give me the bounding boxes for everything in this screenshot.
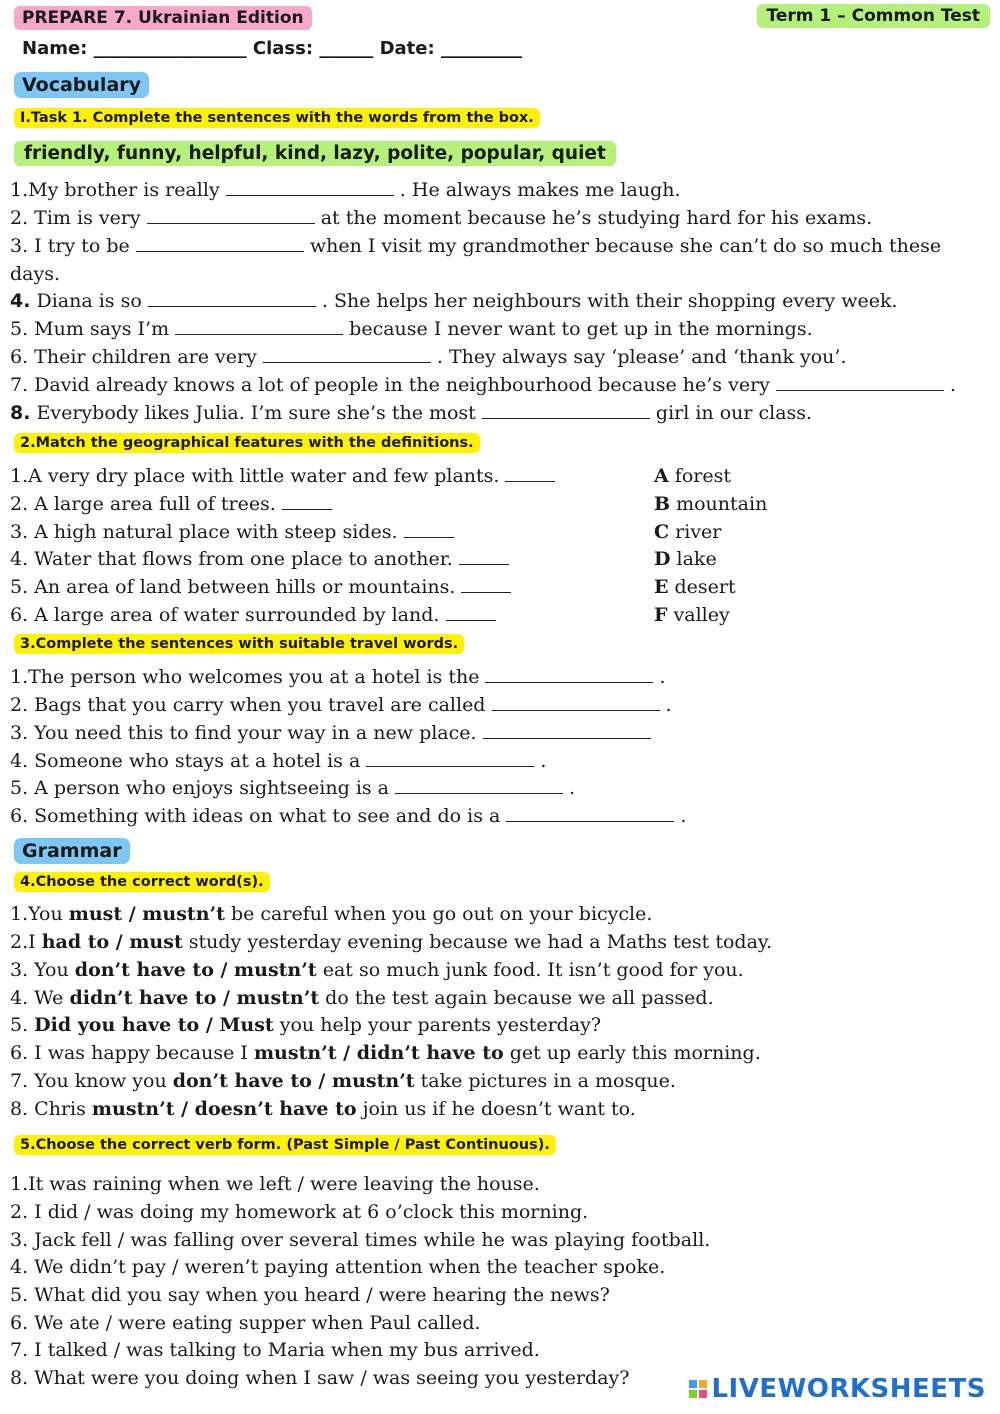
task1-item: 7. David already knows a lot of people in the neighbourhood because he’s very . [10, 374, 957, 396]
task5-title: 5.Choose the correct verb form. (Past Simple / Past Continuous). [14, 1135, 556, 1155]
definition-item: 4. Water that flows from one place to another. [10, 546, 509, 572]
option-item: C river [654, 521, 722, 543]
answer-blank[interactable] [776, 372, 944, 391]
task5-item[interactable]: 3. Jack fell / was falling over several times while he was playing football. [10, 1229, 711, 1251]
task4-item[interactable]: 1.You must / mustn’t be careful when you go out on your bicycle. [10, 903, 653, 925]
logo-text: LIVEWORKSHEETS [711, 1374, 986, 1404]
definition-item: 2. A large area full of trees. [10, 491, 332, 517]
vocabulary-heading: Vocabulary [14, 72, 149, 98]
definition-item: 6. A large area of water surrounded by land. [10, 602, 496, 628]
task1-item-cont: days. [10, 263, 61, 285]
task3-title: 3.Complete the sentences with suitable travel words. [14, 634, 464, 654]
answer-blank[interactable] [404, 519, 454, 538]
task5-item[interactable]: 4. We didn’t pay / weren’t paying attention when the teacher spoke. [10, 1256, 666, 1278]
answer-blank[interactable] [395, 775, 563, 794]
answer-blank[interactable] [366, 748, 534, 767]
task1-item: 5. Mum says I’m because I never want to get up in the mornings. [10, 318, 813, 340]
definition-item: 5. An area of land between hills or mountains. [10, 574, 511, 600]
edition-label: PREPARE 7. Ukrainian Edition [14, 6, 312, 30]
option-item: D lake [654, 548, 717, 570]
task4-item[interactable]: 3. You don’t have to / mustn’t eat so much junk food. It isn’t good for you. [10, 959, 744, 981]
test-title: Term 1 – Common Test [757, 4, 990, 28]
definition-item: 1.A very dry place with little water and few plants. [10, 463, 555, 489]
task4-item[interactable]: 2.I had to / must study yesterday evening because we had a Maths test today. [10, 931, 773, 953]
task5-item[interactable]: 8. What were you doing when I saw / was seeing you yesterday? [10, 1367, 630, 1389]
answer-blank[interactable] [483, 720, 651, 739]
task3-item: 3. You need this to find your way in a new place. [10, 720, 651, 746]
task4-item[interactable]: 6. I was happy because I mustn’t / didn’t have to get up early this morning. [10, 1042, 761, 1064]
task4-title: 4.Choose the correct word(s). [14, 872, 270, 892]
answer-blank[interactable] [136, 233, 304, 252]
answer-blank[interactable] [175, 316, 343, 335]
answer-blank[interactable] [461, 574, 511, 593]
answer-blank[interactable] [485, 664, 653, 683]
task4-item[interactable]: 5. Did you have to / Must you help your parents yesterday? [10, 1014, 602, 1036]
answer-blank[interactable] [459, 546, 509, 565]
task5-item[interactable]: 1.It was raining when we left / were leaving the house. [10, 1173, 540, 1195]
answer-blank[interactable] [148, 288, 316, 307]
task3-item: 5. A person who enjoys sightseeing is a . [10, 777, 576, 799]
definition-item: 3. A high natural place with steep sides. [10, 519, 454, 545]
task3-item: 6. Something with ideas on what to see and do is a . [10, 805, 687, 827]
task1-title: I.Task 1. Complete the sentences with the words from the box. [14, 108, 540, 128]
task3-item: 1.The person who welcomes you at a hotel is the . [10, 666, 666, 688]
task5-item[interactable]: 5. What did you say when you heard / were hearing the news? [10, 1284, 610, 1306]
answer-blank[interactable] [482, 400, 650, 419]
answer-blank[interactable] [446, 602, 496, 621]
task5-item[interactable]: 6. We ate / were eating supper when Paul called. [10, 1312, 481, 1334]
answer-blank[interactable] [492, 692, 660, 711]
task4-item[interactable]: 8. Chris mustn’t / doesn’t have to join us if he doesn’t want to. [10, 1098, 636, 1120]
option-item: E desert [654, 576, 736, 598]
task1-item: 1.My brother is really . He always makes me laugh. [10, 179, 681, 201]
grammar-heading: Grammar [14, 838, 130, 864]
task1-item: 3. I try to be when I visit my grandmother because she can’t do so much these [10, 235, 942, 257]
answer-blank[interactable] [505, 463, 555, 482]
task1-item: 6. Their children are very . They always say ‘please’ and ‘thank you’. [10, 346, 847, 368]
task5-item[interactable]: 2. I did / was doing my homework at 6 o’clock this morning. [10, 1201, 589, 1223]
student-info-fields[interactable]: Name: _________________ Class: ______ Date: _________ [22, 38, 522, 59]
task3-item: 2. Bags that you carry when you travel are called . [10, 694, 672, 716]
logo-mark-icon [689, 1380, 707, 1398]
answer-blank[interactable] [506, 803, 674, 822]
task1-item: 8. Everybody likes Julia. I’m sure she’s the most girl in our class. [10, 402, 813, 424]
task4-item[interactable]: 4. We didn’t have to / mustn’t do the test again because we all passed. [10, 987, 714, 1009]
task1-item: 2. Tim is very at the moment because he’s studying hard for his exams. [10, 207, 873, 229]
liveworksheets-logo[interactable] [689, 1374, 986, 1404]
answer-blank[interactable] [147, 205, 315, 224]
task2-title: 2.Match the geographical features with the definitions. [14, 433, 480, 453]
answer-blank[interactable] [263, 344, 431, 363]
task1-item: 4. Diana is so . She helps her neighbours with their shopping every week. [10, 290, 898, 312]
task3-item: 4. Someone who stays at a hotel is a . [10, 750, 547, 772]
answer-blank[interactable] [282, 491, 332, 510]
word-box: friendly, funny, helpful, kind, lazy, polite, popular, quiet [14, 141, 616, 166]
option-item: F valley [654, 604, 730, 626]
option-item: B mountain [654, 493, 768, 515]
option-item: A forest [654, 465, 731, 487]
task5-item[interactable]: 7. I talked / was talking to Maria when my bus arrived. [10, 1339, 540, 1361]
answer-blank[interactable] [226, 177, 394, 196]
task4-item[interactable]: 7. You know you don’t have to / mustn’t take pictures in a mosque. [10, 1070, 676, 1092]
